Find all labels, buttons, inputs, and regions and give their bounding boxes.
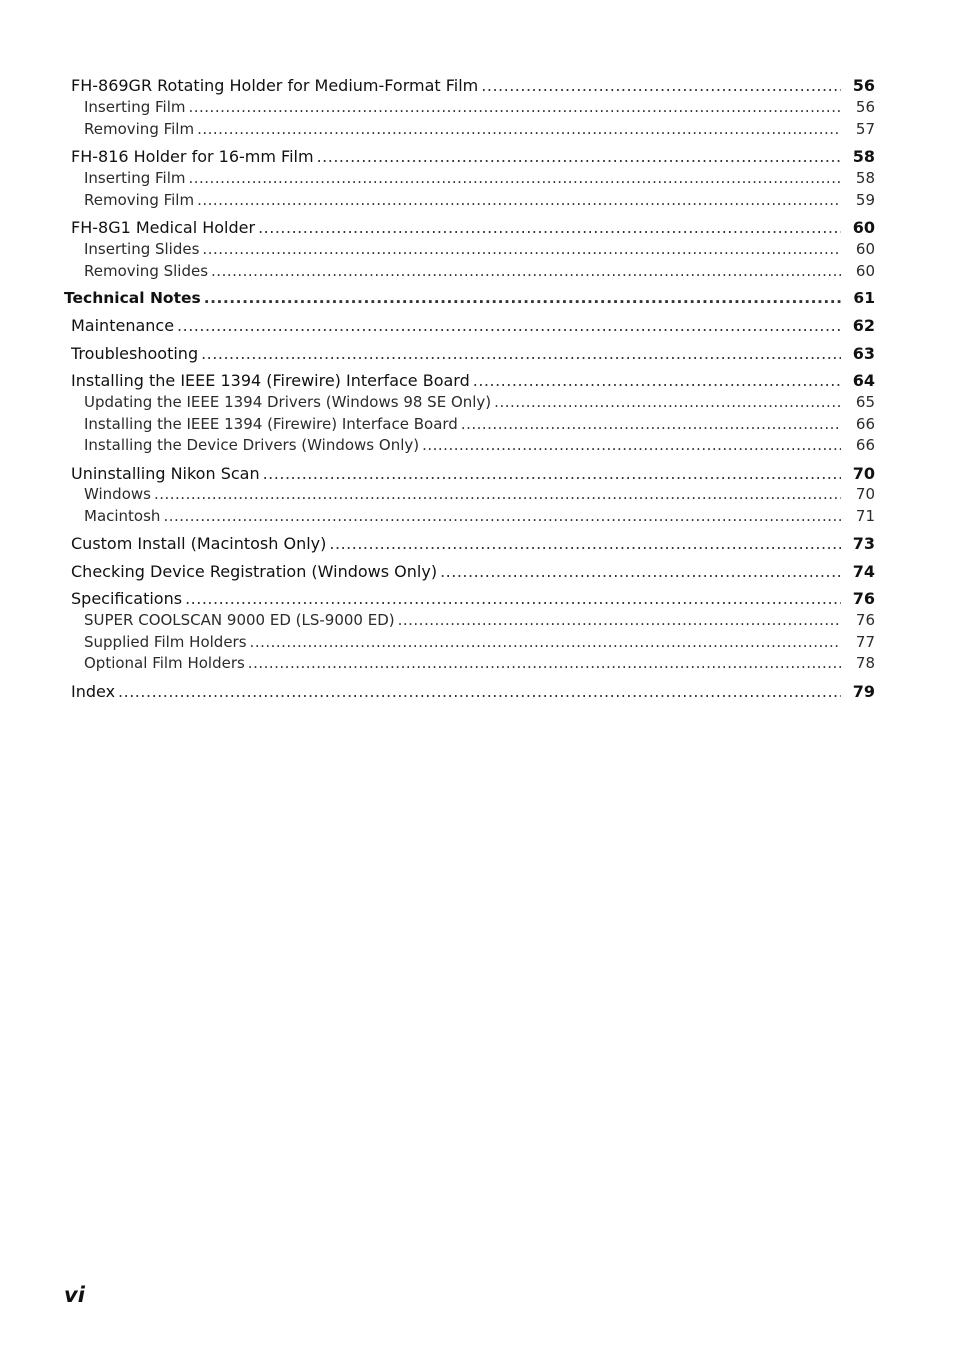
toc-entry-title: Custom Install (Macintosh Only) [71,534,327,553]
toc-dot-leader [118,682,841,701]
toc-entry-title: Uninstalling Nikon Scan [71,464,260,483]
toc-entry-page: 61 [853,289,875,307]
toc-entry-page: 73 [852,534,875,553]
toc-entry-title: Supplied Film Holders [84,633,247,651]
toc-entry-page: 79 [852,682,875,701]
toc-entry [71,589,875,608]
toc-dot-leader [185,589,841,608]
toc-dot-leader [211,262,841,280]
toc-entry-title: SUPER COOLSCAN 9000 ED (LS-9000 ED) [84,611,395,629]
toc-dot-leader [494,393,841,411]
toc-entry-page: 65 [855,393,875,411]
toc-entry-page: 60 [852,218,875,237]
toc-dot-leader [154,485,841,503]
toc-entry-title: Removing Slides [84,262,209,280]
toc-entry [84,611,875,629]
toc-entry [84,393,875,411]
toc-entry-title: Checking Device Registration (Windows Only) [71,562,438,581]
toc-entry-page: 76 [855,611,875,629]
toc-entry [84,415,875,433]
toc-entry-page: 76 [852,589,875,608]
toc-entry [71,147,875,166]
toc-entry-page: 71 [855,507,875,525]
toc-dot-leader [177,316,841,335]
toc-dot-leader [202,240,841,258]
toc-entry-title: Updating the IEEE 1394 Drivers (Windows 98 SE Only) [84,393,492,411]
toc-entry-title: Inserting Film [84,169,186,187]
toc-dot-leader [473,371,841,390]
toc-entry-title: Macintosh [84,507,161,525]
toc-entry-page: 63 [852,344,875,363]
toc-entry [71,316,875,335]
toc-entry-title: Inserting Film [84,98,186,116]
toc-entry-title: Troubleshooting [71,344,199,363]
toc-entry-title: Windows [84,485,151,503]
toc-dot-leader [329,534,841,553]
toc-entry-title: FH-8G1 Medical Holder [71,218,256,237]
toc-dot-leader [422,436,841,454]
toc-entry [71,344,875,363]
toc-entry-page: 59 [855,191,875,209]
toc-entry [84,191,875,209]
toc-entry-page: 66 [855,415,875,433]
toc-entry-page: 70 [852,464,875,483]
toc-entry-page: 58 [855,169,875,187]
toc-entry [84,436,875,454]
toc-entry-page: 57 [855,120,875,138]
toc-dot-leader [248,654,841,672]
toc-entry-page: 58 [852,147,875,166]
toc-entry-title: Installing the Device Drivers (Windows Only) [84,436,420,454]
toc-dot-leader [188,169,841,187]
toc-entry-page: 60 [855,262,875,280]
toc-dot-leader [398,611,841,629]
toc-entry-title: Optional Film Holders [84,654,245,672]
toc-entry-title: Specifications [71,589,183,608]
toc-dot-leader [461,415,841,433]
toc-entry-page: 56 [855,98,875,116]
toc-entry-page: 56 [852,76,875,95]
toc-entry [84,169,875,187]
toc-entry [84,240,875,258]
toc-dot-leader [250,633,841,651]
toc-entry [84,120,875,138]
toc-dot-leader [188,98,841,116]
toc-entry [71,464,875,483]
toc-entry-page: 64 [852,371,875,390]
toc-entry [64,289,875,307]
toc-entry-title: Index [71,682,116,701]
toc-dot-leader [481,76,841,95]
toc-dot-leader [440,562,841,581]
toc-dot-leader [263,464,841,483]
toc-entry-page: 70 [855,485,875,503]
toc-entry-page: 77 [855,633,875,651]
toc-entry-page: 74 [852,562,875,581]
toc-entry [84,262,875,280]
toc-entry-page: 60 [855,240,875,258]
toc-entry [71,218,875,237]
toc-entry-title: Installing the IEEE 1394 (Firewire) Interface Board [84,415,458,433]
toc-entry-title: Installing the IEEE 1394 (Firewire) Interface Board [71,371,470,390]
toc-dot-leader [204,289,841,307]
toc-entry-page: 66 [855,436,875,454]
toc-entry [71,371,875,390]
toc-entry [84,654,875,672]
toc-entry [84,98,875,116]
toc-entry-title: FH-869GR Rotating Holder for Medium-Format Film [71,76,479,95]
toc-entry-title: Maintenance [71,316,175,335]
toc-entry-page: 78 [855,654,875,672]
toc-entry-title: Removing Film [84,120,195,138]
toc-entry-title: FH-816 Holder for 16-mm Film [71,147,314,166]
page-number: vi [64,1283,85,1307]
toc-dot-leader [163,507,841,525]
toc-entry-title: Technical Notes [64,289,201,307]
toc-entry [84,633,875,651]
toc-entry [71,562,875,581]
toc-dot-leader [197,191,841,209]
toc-dot-leader [258,218,841,237]
toc-entry [71,76,875,95]
toc-dot-leader [201,344,841,363]
toc-entry [71,682,875,701]
toc-entry-title: Inserting Slides [84,240,200,258]
toc-entry-title: Removing Film [84,191,195,209]
toc-dot-leader [197,120,841,138]
toc-entry [71,534,875,553]
toc-entry [84,485,875,503]
toc-dot-leader [317,147,841,166]
toc-entry [84,507,875,525]
toc-entry-page: 62 [852,316,875,335]
